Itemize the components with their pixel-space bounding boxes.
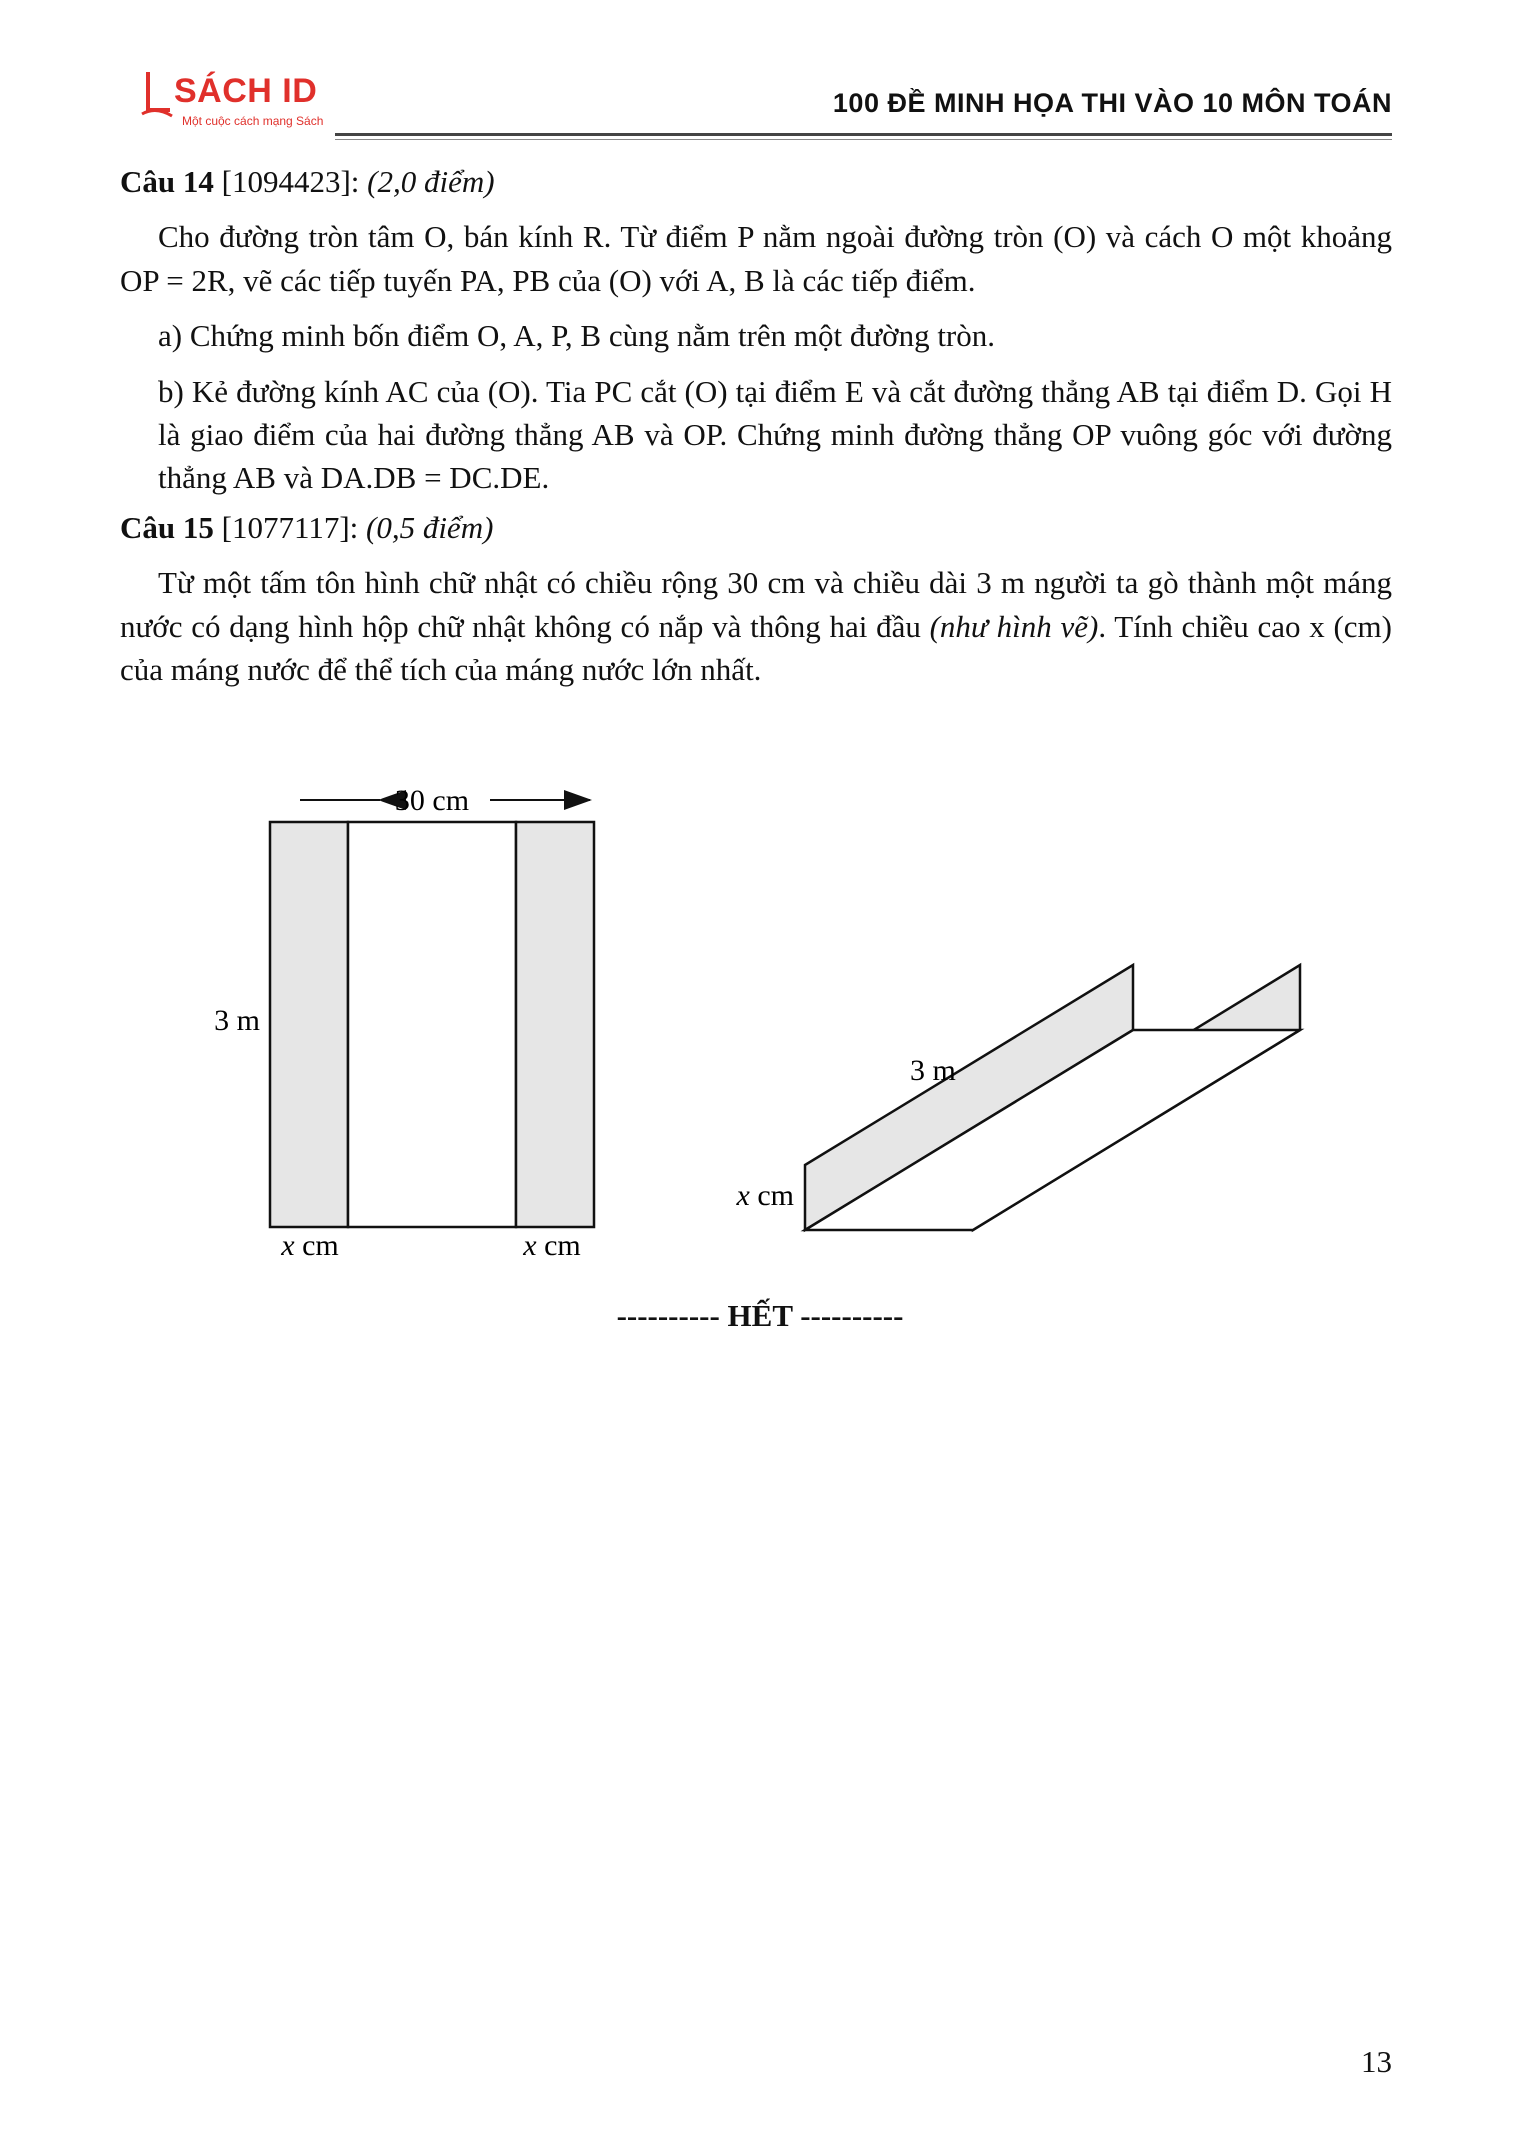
left-strip-label: x cm [281, 1229, 339, 1262]
header-rule [335, 133, 1392, 136]
right-strip-label: x cm [523, 1229, 581, 1262]
question-14-intro: Cho đường tròn tâm O, bán kính R. Từ điểm P nằm ngoài đường tròn (O) và cách O một khoảng OP = 2R, vẽ các tiếp tuyến PA, PB của (O) với A, B là các tiếp điểm. [120, 219, 1392, 298]
logo-text: SÁCH ID [174, 72, 318, 110]
page-number: 13 [1361, 2044, 1392, 2079]
width-label: 30 cm [394, 784, 470, 817]
page-content [120, 160, 1392, 691]
middle-strip [348, 822, 516, 1227]
left-strip-unit: cm [294, 1229, 339, 1262]
logo-tagline: Một cuộc cách mạng Sách [182, 114, 324, 128]
question-14-part-b: b) Kẻ đường kính AC của (O). Tia PC cắt (O) tại điểm E và cắt đường thẳng AB tại điểm D. Gọi H là giao điểm của hai đường thẳng AB và OP. Chứng minh đường thẳng OP vuông góc với đường thẳng AB và DA.DB = DC.DE. [158, 373, 1392, 496]
logo [140, 66, 340, 136]
flat-sheet [214, 784, 594, 1262]
book-logo-icon [140, 70, 176, 120]
header-rule-thin [335, 139, 1392, 140]
trough-length-label: 3 m [910, 1054, 956, 1087]
question-14-part-a: a) Chứng minh bốn điểm O, A, P, B cùng nằm trên một đường tròn. [158, 318, 995, 354]
figure-trough [180, 775, 1330, 1295]
question-14-heading: Câu 14 [1094423]: (2,0 điểm) [120, 164, 495, 199]
header-title: 100 ĐỀ MINH HỌA THI VÀO 10 MÔN TOÁN [832, 88, 1392, 118]
right-strip [516, 822, 594, 1227]
right-strip-unit: cm [536, 1229, 581, 1262]
left-strip [270, 822, 348, 1227]
length-label: 3 m [214, 1004, 260, 1037]
trough-height-unit: cm [749, 1179, 794, 1212]
trough-3d [736, 965, 1300, 1230]
question-15-heading: Câu 15 [1077117]: (0,5 điểm) [120, 509, 494, 545]
end-mark: ---------- HẾT ---------- [616, 1298, 904, 1333]
trough-height-label: x cm [736, 1179, 794, 1212]
question-15-text: Từ một tấm tôn hình chữ nhật có chiều rộng 30 cm và chiều dài 3 m người ta gò thành một máng nước có dạng hình hộp chữ nhật không có nắp và thông hai đầu (như hình vẽ). Tính chiều cao x (cm) của máng nước để thể tích của máng nước lớn nhất. [120, 565, 1392, 687]
